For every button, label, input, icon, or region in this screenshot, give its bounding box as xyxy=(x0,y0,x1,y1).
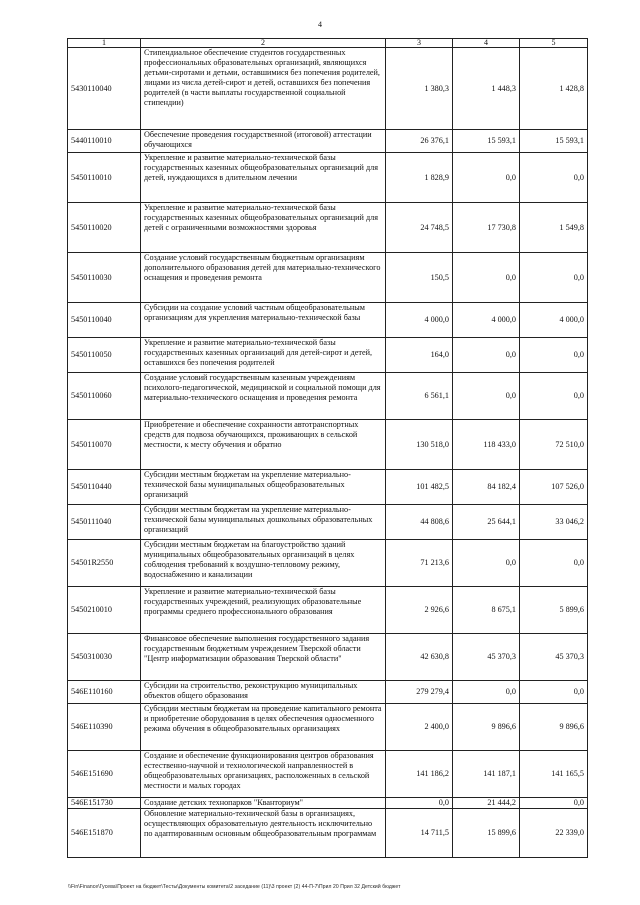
row-description: Создание детских технопарков "Кванториум" xyxy=(141,798,386,809)
col-header-year3: 5 xyxy=(520,39,588,48)
row-code: 5440110010 xyxy=(68,130,141,153)
row-value-year3: 0,0 xyxy=(520,338,588,373)
row-value-year3: 0,0 xyxy=(520,153,588,203)
row-code: 546E151870 xyxy=(68,809,141,858)
col-header-desc: 2 xyxy=(141,39,386,48)
budget-table xyxy=(67,38,588,858)
table-row xyxy=(68,153,588,203)
row-description: Укрепление и развитие материально-технической базы государственных учреждений, реализующих образовательные программы среднего профессионального образования xyxy=(141,587,386,634)
row-value-year3: 15 593,1 xyxy=(520,130,588,153)
row-value-year2: 9 896,6 xyxy=(453,704,520,751)
row-value-year1: 42 630,8 xyxy=(386,634,453,681)
table-row xyxy=(68,751,588,798)
row-value-year1: 71 213,6 xyxy=(386,540,453,587)
row-value-year1: 101 482,5 xyxy=(386,470,453,505)
row-value-year1: 279 279,4 xyxy=(386,681,453,704)
col-header-year1: 3 xyxy=(386,39,453,48)
row-code: 546E151730 xyxy=(68,798,141,809)
row-value-year3: 5 899,6 xyxy=(520,587,588,634)
table-row xyxy=(68,470,588,505)
row-description: Создание условий государственным казенным учреждениям психолого-педагогической, медицинской и социальной помощи для материально-технического оснащения и проведения ремонта xyxy=(141,373,386,420)
row-code: 5450310030 xyxy=(68,634,141,681)
row-value-year1: 14 711,5 xyxy=(386,809,453,858)
row-value-year3: 9 896,6 xyxy=(520,704,588,751)
row-value-year3: 1 549,8 xyxy=(520,203,588,253)
row-description: Финансовое обеспечение выполнения государственного задания государственным бюджетным учреждением Тверской области "Центр информатизации образования Тверской области" xyxy=(141,634,386,681)
row-value-year2: 15 899,6 xyxy=(453,809,520,858)
row-code: 5450110010 xyxy=(68,153,141,203)
row-description: Субсидии местным бюджетам на благоустройство зданий муниципальных общеобразовательных организаций в целях соблюдения требований к воздушно-тепловому режиму, водоснабжению и канализации xyxy=(141,540,386,587)
row-description: Укрепление и развитие материально-технической базы государственных казенных общеобразовательных организаций для детей с ограниченными возможностями здоровья xyxy=(141,203,386,253)
row-value-year2: 0,0 xyxy=(453,540,520,587)
row-value-year2: 45 370,3 xyxy=(453,634,520,681)
row-value-year3: 1 428,8 xyxy=(520,48,588,130)
row-value-year1: 164,0 xyxy=(386,338,453,373)
row-code: 5450110020 xyxy=(68,203,141,253)
col-header-code: 1 xyxy=(68,39,141,48)
row-value-year1: 1 380,3 xyxy=(386,48,453,130)
row-value-year3: 0,0 xyxy=(520,681,588,704)
row-code: 546E110160 xyxy=(68,681,141,704)
row-code: 546E151690 xyxy=(68,751,141,798)
row-description: Субсидии местным бюджетам на проведение капитального ремонта и приобретение оборудования в целях обеспечения односменного режима обучения в общеобразовательных организациях xyxy=(141,704,386,751)
table-row xyxy=(68,634,588,681)
row-value-year3: 33 046,2 xyxy=(520,505,588,540)
row-code: 5450210010 xyxy=(68,587,141,634)
row-value-year3: 141 165,5 xyxy=(520,751,588,798)
row-value-year1: 150,5 xyxy=(386,253,453,303)
table-row xyxy=(68,203,588,253)
row-value-year2: 141 187,1 xyxy=(453,751,520,798)
row-code: 54501R2550 xyxy=(68,540,141,587)
row-value-year2: 0,0 xyxy=(453,253,520,303)
row-value-year3: 22 339,0 xyxy=(520,809,588,858)
col-header-year2: 4 xyxy=(453,39,520,48)
table-row xyxy=(68,540,588,587)
table-row xyxy=(68,587,588,634)
row-description: Субсидии местным бюджетам на укрепление материально-технической базы муниципальных дошкольных образовательных организаций xyxy=(141,505,386,540)
row-value-year1: 2 926,6 xyxy=(386,587,453,634)
row-value-year3: 0,0 xyxy=(520,798,588,809)
row-code: 5430110040 xyxy=(68,48,141,130)
row-code: 5450110440 xyxy=(68,470,141,505)
row-description: Укрепление и развитие материально-технической базы государственных казенных общеобразовательных организаций для детей, нуждающихся в длительном лечении xyxy=(141,153,386,203)
row-value-year1: 1 828,9 xyxy=(386,153,453,203)
row-code: 5450110060 xyxy=(68,373,141,420)
row-description: Стипендиальное обеспечение студентов государственных профессиональных образовательных организаций, являющихся детьми-сиротами и детьми, оставшимися без попечения родителей, лицами из числа детей-сирот и детей, оставшихся без попечения родителей (в части выплаты государственной социальной стипендии) xyxy=(141,48,386,130)
row-description: Субсидии на строительство, реконструкцию муниципальных объектов общего образования xyxy=(141,681,386,704)
row-code: 5450110040 xyxy=(68,303,141,338)
row-value-year3: 107 526,0 xyxy=(520,470,588,505)
row-description: Укрепление и развитие материально-технической базы государственных казенных организаций для детей-сирот и детей, оставшихся без попечения родителей xyxy=(141,338,386,373)
row-value-year1: 44 808,6 xyxy=(386,505,453,540)
page-number: 4 xyxy=(318,20,322,29)
row-code: 5450111040 xyxy=(68,505,141,540)
row-value-year3: 0,0 xyxy=(520,373,588,420)
row-value-year3: 0,0 xyxy=(520,540,588,587)
row-value-year2: 17 730,8 xyxy=(453,203,520,253)
row-description: Создание условий государственным бюджетным организациям дополнительного образования детей для материально-технического оснащения и проведения ремонта xyxy=(141,253,386,303)
table-row xyxy=(68,48,588,130)
table-row xyxy=(68,338,588,373)
row-value-year2: 1 448,3 xyxy=(453,48,520,130)
table-row xyxy=(68,809,588,858)
row-code: 5450110070 xyxy=(68,420,141,470)
row-value-year1: 0,0 xyxy=(386,798,453,809)
row-value-year2: 15 593,1 xyxy=(453,130,520,153)
row-code: 546E110390 xyxy=(68,704,141,751)
table-row xyxy=(68,373,588,420)
row-code: 5450110050 xyxy=(68,338,141,373)
file-path-footer: \\Fin\Finance\Гусева\Проект на бюджет\Тесты\Документы комитета\2 заседание (11)\3 проект (2) 44-П-7\Прил 20 Прил 32 Детский бюджет xyxy=(68,884,401,890)
row-value-year2: 0,0 xyxy=(453,373,520,420)
row-description: Приобретение и обеспечение сохранности автотранспортных средств для подвоза обучающихся, проживающих в сельской местности, к месту обучения и обратно xyxy=(141,420,386,470)
row-value-year1: 130 518,0 xyxy=(386,420,453,470)
row-value-year2: 0,0 xyxy=(453,338,520,373)
row-value-year1: 2 400,0 xyxy=(386,704,453,751)
table-row xyxy=(68,704,588,751)
row-value-year1: 6 561,1 xyxy=(386,373,453,420)
row-code: 5450110030 xyxy=(68,253,141,303)
row-description: Создание и обеспечение функционирования центров образования естественно-научной и технологической направленностей в общеобразовательных организациях, расположенных в сельской местности и малых городах xyxy=(141,751,386,798)
row-value-year1: 24 748,5 xyxy=(386,203,453,253)
table-row xyxy=(68,420,588,470)
row-description: Субсидии на создание условий частным общеобразовательным организациям для укрепления материально-технической базы xyxy=(141,303,386,338)
table-row xyxy=(68,130,588,153)
row-value-year2: 0,0 xyxy=(453,681,520,704)
row-value-year3: 0,0 xyxy=(520,253,588,303)
row-value-year3: 45 370,3 xyxy=(520,634,588,681)
row-value-year2: 0,0 xyxy=(453,153,520,203)
row-description: Обеспечение проведения государственной (итоговой) аттестации обучающихся xyxy=(141,130,386,153)
header-row xyxy=(68,39,588,48)
row-value-year2: 25 644,1 xyxy=(453,505,520,540)
row-value-year2: 118 433,0 xyxy=(453,420,520,470)
table-row xyxy=(68,505,588,540)
row-description: Обновление материально-технической базы в организациях, осуществляющих образовательную деятельность исключительно по адаптированным основным общеобразовательным программам xyxy=(141,809,386,858)
table-row xyxy=(68,303,588,338)
row-value-year3: 72 510,0 xyxy=(520,420,588,470)
row-value-year1: 26 376,1 xyxy=(386,130,453,153)
row-value-year2: 21 444,2 xyxy=(453,798,520,809)
row-value-year1: 4 000,0 xyxy=(386,303,453,338)
table-row xyxy=(68,681,588,704)
row-value-year3: 4 000,0 xyxy=(520,303,588,338)
table-row xyxy=(68,798,588,809)
row-description: Субсидии местным бюджетам на укрепление материально-технической базы муниципальных общеобразовательных организаций xyxy=(141,470,386,505)
table-row xyxy=(68,253,588,303)
row-value-year2: 84 182,4 xyxy=(453,470,520,505)
row-value-year1: 141 186,2 xyxy=(386,751,453,798)
row-value-year2: 8 675,1 xyxy=(453,587,520,634)
row-value-year2: 4 000,0 xyxy=(453,303,520,338)
